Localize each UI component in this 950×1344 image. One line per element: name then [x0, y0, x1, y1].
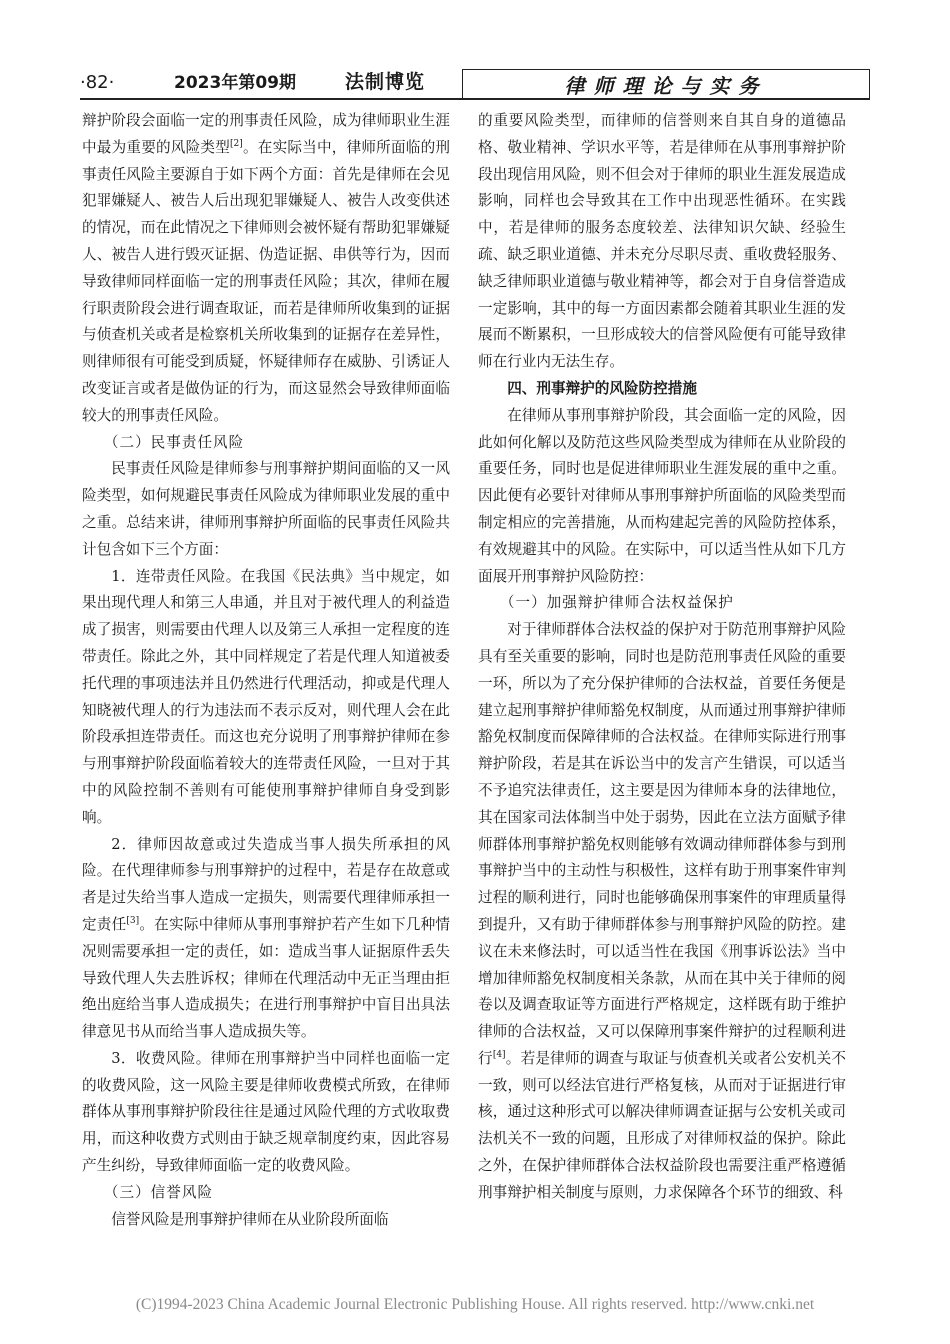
journal-title: 法制博览 — [344, 71, 425, 93]
section-heading-credit-risk: （三）信誉风险 — [103, 1183, 214, 1201]
citation-ref[interactable]: [3] — [126, 916, 140, 927]
column-title: 律师理论与实务 — [462, 69, 870, 98]
page-header — [80, 64, 870, 100]
issue-label: 2023年第09期 — [174, 73, 296, 93]
left-column — [82, 108, 450, 1233]
section-heading-risk-measures: 四、刑事辩护的风险防控措施 — [507, 379, 697, 397]
page-number: ·82· — [80, 72, 115, 93]
citation-ref[interactable]: [4] — [492, 1050, 506, 1061]
paragraph: 的重要风险类型，而律师的信誉则来自其自身的道德品格、敬业精神、学识水平等，若是律师在从事刑事辩护阶段出现信用风险，则不但会对于律师的职业生涯发展造成影响，同样也会导致其在工作中出现恶性循环。在实践中，若是律师的服务态度较差、法律知识欠缺、经验生疏、缺乏职业道德、并未充分尽职尽责、重收费轻服务、缺乏律师职业道德与敬业精神等，都会对于自身信誉造成一定影响，其中的每一方面因素都会随着其职业生涯的发展而不断累积，一旦形成较大的信誉风险便有可能导致律师在行业内无法生存。 — [478, 112, 846, 371]
paragraph: 民事责任风险是律师参与刑事辩护期间面临的又一风险类型，如何规避民事责任风险成为律师职业发展的重中之重。总结来讲，律师刑事辩护所面临的民事责任风险共计包含如下三个方面： — [82, 460, 450, 558]
paragraph: 1．连带责任风险。在我国《民法典》当中规定，如果出现代理人和第三人串通，并且对于被代理人的利益造成了损害，则需要由代理人以及第三人承担一定程度的连带责任。除此之外，其中同样规定了若是代理人知道被委托代理的事项违法并且仍然进行代理活动，抑或是代理人知晓被代理人的行为违法而不表示反对，则代理人会在此阶段承担连带责任。而这也充分说明了刑事辩护律师在参与刑事辩护阶段面临着较大的连带责任风险，一旦对于其中的风险控制不善则有可能使刑事辩护律师自身受到影响。 — [82, 567, 450, 826]
section-heading-rights-protection: （一）加强辩护律师合法权益保护 — [499, 594, 734, 612]
paragraph: 信誉风险是刑事辩护律师在从业阶段所面临 — [111, 1210, 389, 1228]
paragraph: 对于律师群体合法权益的保护对于防范刑事辩护风险具有至关重要的影响，同时也是防范刑事责任风险的重要一环，所以为了充分保护律师的合法权益，首要任务便是建立起刑事辩护律师豁免权制度，从而通过刑事辩护律师豁免权制度而保障律师的合法权益。在律师实际进行刑事辩护阶段，若是其在诉讼当中的发言产生错误，可以适当不予追究法律责任，这主要是因为律师本身的法律地位，其在国家司法体制当中处于弱势，因此在立法方面赋予律师群体刑事辩护豁免权则能够有效调动律师群体参与到刑事辩护当中的主动性与积极性，这样有助于刑事案件审判过程的顺利进行，同时也能够确保刑事案件的审理质量得到提升，又有助于律师群体参与刑事辩护风险的防控。建议在未来修法时，可以适当性在我国《刑事诉讼法》当中增加律师豁免权制度相关条款，从而在其中关于律师的阅卷以及调查取证等方面进行严格规定，这样既有助于维护律师的合法权益，又可以保障刑事案件辩护的过程顺利进行[4]。若是律师的调查与取证与侦查机关或者公安机关不一致，则可以经法官进行严格复核，从而对于证据进行审核，通过这种形式可以解决律师调查证据与公安机关或司法机关不一致的问题，且形成了对律师权益的保护。除此之外，在保护律师群体合法权益阶段也需要注重严格遵循刑事辩护相关制度与原则，力求保障各个环节的细致、科 — [478, 621, 846, 1201]
paragraph: 在律师从事刑事辩护阶段，其会面临一定的风险，因此如何化解以及防范这些风险类型成为律师在从业阶段的重要任务，同时也是促进律师职业生涯发展的重中之重。因此便有必要针对律师从事刑事辩护所面临的风险类型而制定相应的完善措施，从而构建起完善的风险防控体系，有效规避其中的风险。在实际中，可以适当性从如下几方面展开刑事辩护风险防控： — [478, 406, 846, 585]
paragraph: 辩护阶段会面临一定的刑事责任风险，成为律师职业生涯中最为重要的风险类型[2]。在实际当中，律师所面临的刑事责任风险主要源自于如下两个方面：首先是律师在会见犯罪嫌疑人、被告人后出现犯罪嫌疑人、被告人改变供述的情况，而在此情况之下律师则会被怀疑有帮助犯罪嫌疑人、被告人进行毁灭证据、伪造证据、串供等行为，因而导致律师同样面临一定的刑事责任风险；其次，律师在履行职责阶段会进行调查取证，而若是律师所收集到的证据与侦查机关或者是检察机关所收集到的证据存在差异性，则律师很有可能受到质疑，怀疑律师存在威胁、引诱证人改变证言或者是做伪证的行为，而这显然会导致律师面临较大的刑事责任风险。 — [82, 112, 450, 424]
citation-ref[interactable]: [2] — [230, 138, 243, 149]
section-heading-civil-liability: （二）民事责任风险 — [103, 433, 245, 451]
paragraph: 2．律师因故意或过失造成当事人损失所承担的风险。在代理律师参与刑事辩护的过程中，若是存在故意或者是过失给当事人造成一定损失，则需要代理律师承担一定责任[3]。在实际中律师从事刑事辩护若产生如下几种情况则需要承担一定的责任，如：造成当事人证据原件丢失导致代理人失去胜诉权；律师在代理活动中无正当理由拒绝出庭给当事人造成损失；在进行刑事辩护中盲目出具法律意见书从而给当事人造成损失等。 — [82, 835, 450, 1041]
right-column — [478, 108, 846, 1207]
paragraph: 3．收费风险。律师在刑事辩护当中同样也面临一定的收费风险，这一风险主要是律师收费模式所致，在律师群体从事刑事辩护阶段往往是通过风险代理的方式收取费用，而这种收费方式则由于缺乏规章制度约束，因此容易产生纠纷，导致律师面临一定的收费风险。 — [82, 1049, 450, 1175]
copyright-footer: (C)1994-2023 China Academic Journal Electronic Publishing House. All rights reserved. http://www.cnki.net — [135, 1296, 815, 1313]
